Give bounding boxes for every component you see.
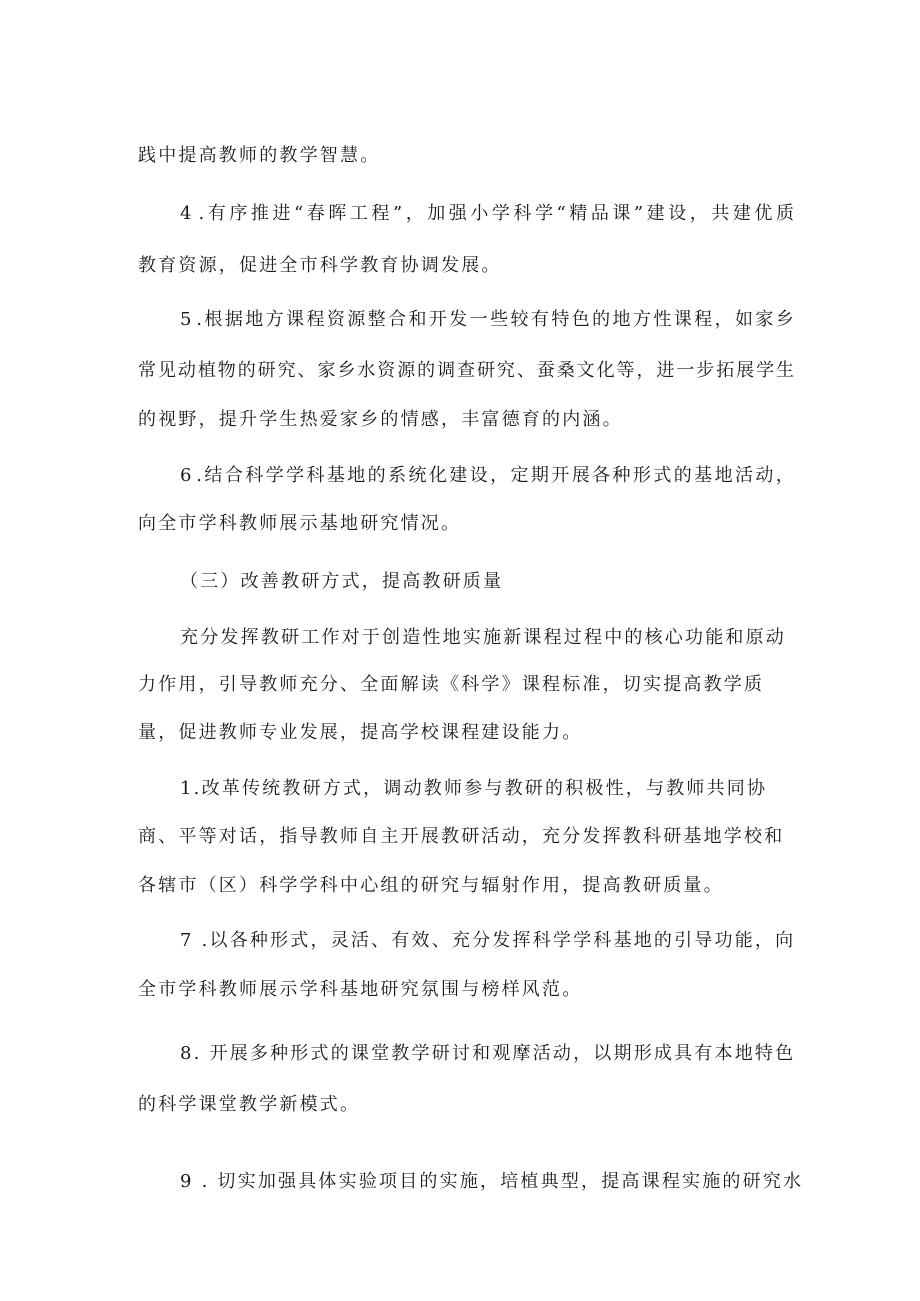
text-line: 9 . 切实加强具体实验项目的实施，培植典型，提高课程实施的研究水 xyxy=(180,1171,804,1192)
text-line: 商、平等对话，指导教师自主开展教研活动，充分发挥教科研基地学校和 xyxy=(138,826,785,847)
text-line: 的视野，提升学生热爱家乡的情感，丰富德育的内涵。 xyxy=(138,409,623,430)
text-line: 践中提高教师的教学智慧。 xyxy=(138,145,381,166)
text-line: 量，促进教师专业发展，提高学校课程建设能力。 xyxy=(138,722,583,743)
text-line: 力作用，引导教师充分、全面解读《科学》课程标准，切实提高教学质 xyxy=(138,674,765,695)
text-line: 充分发挥教研工作对于创造性地实施新课程过程中的核心功能和原动 xyxy=(180,627,786,648)
text-line: 8. 开展多种形式的课堂教学研讨和观摩活动，以期形成具有本地特色 xyxy=(180,1043,796,1064)
text-line: 的科学课堂教学新模式。 xyxy=(138,1094,361,1115)
section-heading: （三）改善教研方式，提高教研质量 xyxy=(180,571,504,592)
text-line: 向全市学科教师展示基地研究情况。 xyxy=(138,513,462,534)
text-line: 教育资源，促进全市科学教育协调发展。 xyxy=(138,255,502,276)
text-line: 4 . 有 序 推 进 “ 春 晖 工 程 ” ， 加 强 小 学 科 学 “ 精 品 课 ” 建 设 ， 共 建 优 质 xyxy=(180,203,794,224)
text-line: 1.改革传统教研方式，调动教师参与教研的积极性，与教师共同协 xyxy=(180,778,768,799)
text-line: 常 见 动 植 物 的 研 究 、 家 乡 水 资 源 的 调 查 研 究 、 蚕 桑 文 化 等 ， 进 一 步 拓 展 学 生 xyxy=(138,360,794,381)
text-line: 6 . 结 合 科 学 学 科 基 地 的 系 统 化 建 设 ， 定 期 开 展 各 种 形 式 的 基 地 活 动 ， xyxy=(180,465,794,486)
text-line: 各辖市（区）科学学科中心组的研究与辐射作用，提高教研质量。 xyxy=(138,875,724,896)
text-line: 5 . 根 据 地 方 课 程 资 源 整 合 和 开 发 一 些 较 有 特 色 的 地 方 性 课 程 ， 如 家 乡 xyxy=(180,309,794,330)
text-line: 7 .以各种形式，灵活、有效、充分发挥科学学科基地的引导功能，向 xyxy=(180,930,796,951)
text-line: 全市学科教师展示学科基地研究氛围与榜样风范。 xyxy=(138,979,583,1000)
